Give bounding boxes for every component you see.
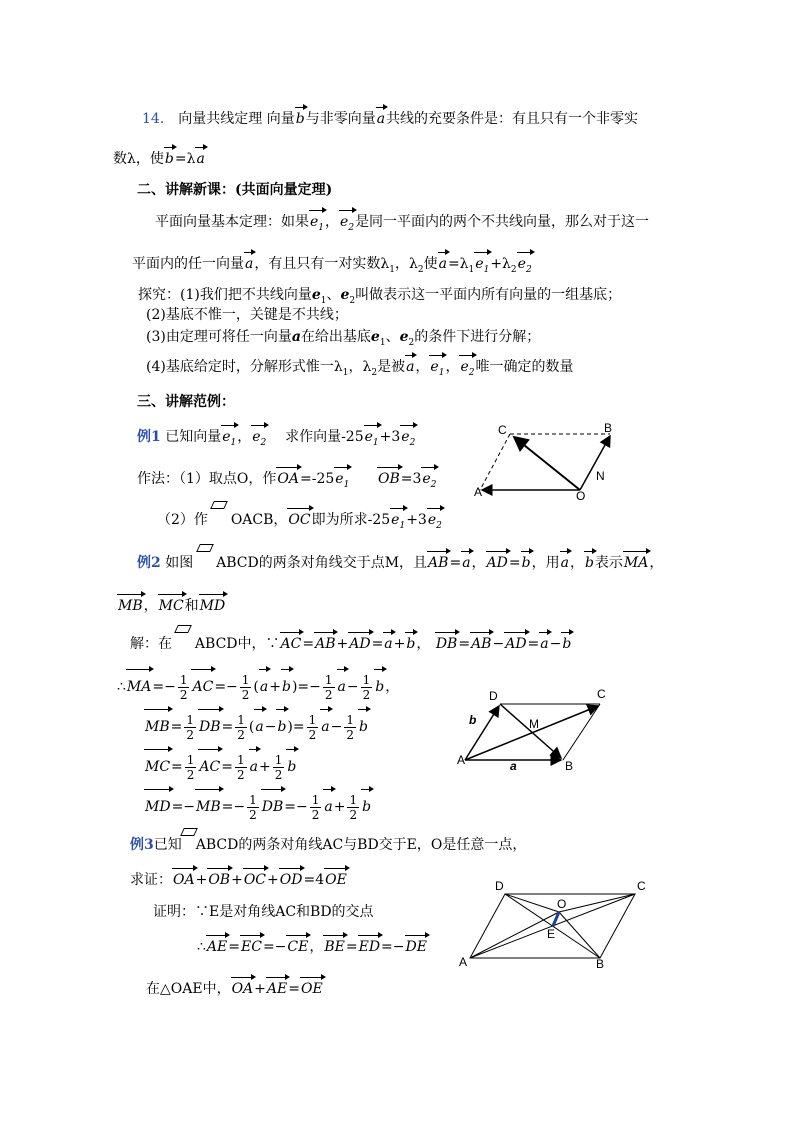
example3-statement: 例3已知 ABCD的两条对角线AC与BD交于E，O是任意一点， [130, 836, 526, 854]
example1-statement: 例1 已知向量$e_1$，$e_2$ 求作向量$-25e_1+3e_2$ [137, 428, 416, 452]
basic-theorem-line2: 平面内的任一向量a，有且只有一对实数$\lambda_1$，$\lambda_2$使$a=\lambda_1e_1+\lambda_2e_2$ [132, 255, 533, 279]
text: =λ [447, 256, 469, 272]
label-E: E [547, 927, 556, 941]
example-label: 例3 [130, 837, 154, 853]
theorem-14-line2 [113, 150, 206, 168]
label-b: b [469, 713, 477, 727]
vector-a: a [196, 151, 205, 167]
text: +λ [490, 256, 511, 272]
vector-a: a [245, 256, 254, 272]
segment-OA [470, 912, 559, 958]
example3-proof-2: ∴AE=EC=−CE，BE=ED=−DE [197, 939, 427, 955]
text: ，有且只有一对实数λ [254, 256, 390, 272]
example1-method2: （2）作 OACB，OC即为所求$-25e_1+3e_2$ [157, 511, 443, 535]
label-A: A [457, 753, 466, 767]
label-B: B [596, 957, 605, 971]
label-C: C [498, 423, 507, 437]
example2-statement-cont: MB，MC和MD [118, 598, 226, 614]
text: 平面内的任一向量 [132, 256, 244, 272]
example2-solution-1: 解：在 ABCD中，∵AC=AB+AD=a+b， DB=AB−AD=a−b [130, 635, 572, 653]
parallelogram-symbol [211, 501, 229, 509]
vector-OC [514, 437, 580, 490]
label-C: C [597, 687, 606, 701]
vector-b: b [164, 151, 174, 167]
example2-solution-MC: MC= $\frac{1}{2}$ AC= $\frac{1}{2}$ a+ $\frac{1}{2}$ b [145, 752, 297, 782]
basic-theorem-line1 [155, 213, 649, 237]
label-O: O [557, 897, 567, 911]
example3-prove: 求证：OA+OB+OC+OD=4OE [130, 872, 347, 888]
edge-CA [480, 434, 510, 490]
label-A: A [459, 955, 468, 969]
text: 使 [423, 256, 438, 272]
explore-3: (3)由定理可将任一向量a在给出基底$e_1$、$e_2$的条件下进行分解； [146, 329, 541, 348]
example3-proof-3: 在△OAE中，OA+AE=OE [146, 981, 323, 997]
vector-e2: $e_2$ [339, 213, 355, 237]
vector-OB [580, 436, 610, 490]
vector-DB [500, 704, 561, 758]
diagonal-BD [505, 894, 600, 958]
explore-2: (2)基底不惟一，关键是不共线； [146, 307, 348, 323]
label-A: A [474, 485, 483, 499]
text: 共线的充要条件是：有且只有一个非零实 [386, 111, 639, 127]
example2-solution-MD: MD=−MB=− $\frac{1}{2}$ DB=− $\frac{1}{2}$ a+ $\frac{1}{2}$ b [145, 792, 372, 822]
text: ，λ [394, 256, 418, 272]
label-B: B [565, 759, 574, 773]
item-number: 14． [142, 111, 174, 127]
text: =λ [174, 151, 196, 167]
vector-a: a [376, 111, 386, 127]
parallelogram-symbol [196, 544, 214, 552]
label-N: N [596, 469, 605, 483]
vector-e2: $e_2$ [517, 255, 533, 279]
text: 数λ，使 [113, 151, 164, 167]
text: 是同一平面内的两个不共线向量，那么对于这一 [355, 214, 650, 230]
vector-b: b [295, 111, 305, 127]
figure-example1 [470, 420, 650, 510]
parallelogram-symbol [180, 828, 198, 836]
vector-e1: $e_1$ [309, 213, 325, 237]
vector-a: a [438, 256, 447, 272]
vector-e1: $e_1$ [474, 255, 490, 279]
segment-OC [559, 894, 635, 912]
example2-statement: 例2 如图 ABCD的两条对角线交于点M，且AB=a，AD=b，用a，b表示MA， [137, 554, 663, 572]
theorem-14-line1 [142, 110, 638, 128]
vector-AC [465, 706, 598, 760]
figure-example2 [455, 684, 615, 774]
label-O: O [576, 489, 586, 503]
label-a: a [510, 759, 517, 773]
example-label: 例2 [137, 555, 161, 571]
figure-example3 [455, 876, 655, 971]
label-M: M [529, 717, 539, 731]
text: 与非零向量 [305, 111, 376, 127]
text: 平面向量基本定理：如果 [155, 214, 309, 230]
section-heading-2: 二、讲解新课：(共面向量定理) [137, 182, 333, 198]
section-heading-3: 三、讲解范例： [137, 394, 235, 410]
label-D: D [495, 879, 504, 893]
example3-proof-1: 证明：∵E是对角线AC和BD的交点 [153, 904, 374, 920]
explore-1: 探究：(1)我们把不共线向量$e_1$、$e_2$叫做表示这一平面内所有向量的一组基底； [138, 287, 622, 306]
example1-method1: 作法：（1）取点O，作$OA=-25e_1$ $OB=3e_2$ [137, 470, 437, 494]
label-D: D [489, 689, 498, 703]
label-C: C [637, 879, 646, 893]
parallelogram-symbol [175, 625, 193, 633]
example2-solution-MB: MB= $\frac{1}{2}$ DB= $\frac{1}{2}$ (a−b)= $\frac{1}{2}$ a− $\frac{1}{2}$ b [145, 712, 368, 742]
explore-4: (4)基底给定时，分解形式惟一$\lambda_1$，$\lambda_2$是被a，$e_1$，$e_2$唯一确定的数量 [146, 358, 573, 382]
label-B: B [604, 421, 613, 435]
example2-solution-MA: ∴MA=− $\frac{1}{2}$ AC=− $\frac{1}{2}$ (a+b)=− $\frac{1}{2}$ a− $\frac{1}{2}$ b， [117, 672, 400, 702]
segment-OD [505, 894, 559, 912]
text: 向量共线定理 向量 [178, 111, 295, 127]
text: ， [325, 214, 340, 230]
example-label: 例1 [137, 429, 161, 445]
